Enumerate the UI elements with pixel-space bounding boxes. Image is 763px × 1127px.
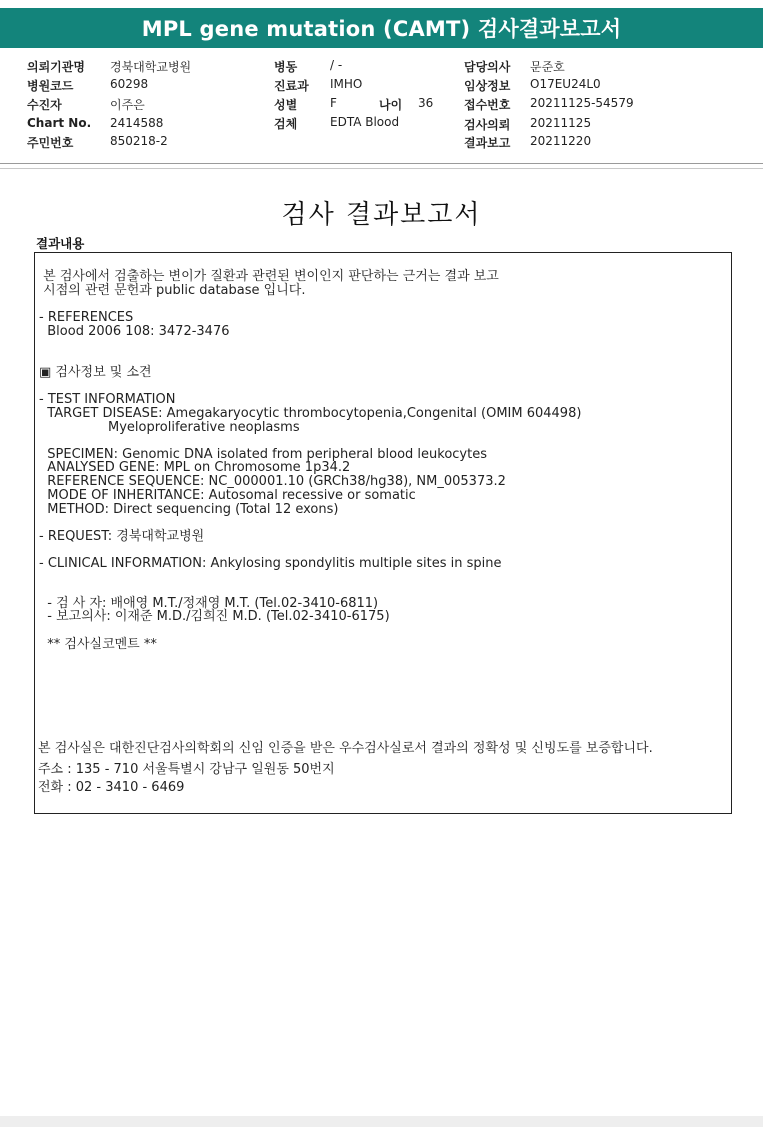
info-value-patient-name: 이주은 [110,98,145,112]
info-value-test-request-date: 20211125 [530,116,592,130]
results-content-box [34,252,732,814]
info-value-hospital-code: 60298 [110,77,149,91]
info-value-clinical-info: O17EU24L0 [530,77,601,91]
info-label-requesting-institution: 의뢰기관명 [27,60,85,74]
report-header-title: MPL gene mutation (CAMT) 검사결과보고서 [0,8,763,48]
content-line: METHOD: Direct sequencing (Total 12 exons) [39,502,339,517]
info-label-specimen: 검체 [274,117,298,131]
info-value-department: IMHO [330,77,363,91]
page-bottom-strip [0,1116,763,1127]
info-value-accession-number: 20211125-54579 [530,96,634,110]
info-label-patient-name: 수진자 [27,98,62,112]
info-label-resident-number: 주민번호 [27,136,74,150]
content-line: ▣ 검사정보 및 소견 [39,365,152,380]
info-label-accession-number: 접수번호 [464,98,511,112]
content-line: REFERENCE SEQUENCE: NC_000001.10 (GRCh38/hg38), NM_005373.2 [39,474,506,489]
info-label-chart-no: Chart No. [27,116,92,130]
info-value-report-date: 20211220 [530,134,592,148]
info-value-resident-number: 850218-2 [110,134,168,148]
document-title: 검사 결과보고서 [281,200,482,230]
info-label-ward: 병동 [274,60,298,74]
info-label-report-date: 결과보고 [464,136,511,150]
info-value-ward: / - [330,58,343,72]
content-line: - REQUEST: 경북대학교병원 [39,529,205,544]
info-value-age: 36 [418,96,434,110]
info-divider-bottom [0,168,763,169]
info-label-test-request-date: 검사의뢰 [464,118,511,132]
info-value-sex: F [330,96,337,110]
info-label-sex: 성별 [274,98,298,112]
content-line: - REFERENCES [39,310,134,325]
content-line: 시점의 관련 문헌과 public database 입니다. [39,283,306,298]
content-line: TARGET DISEASE: Amegakaryocytic thrombocytopenia,Congenital (OMIM 604498) [39,406,582,421]
content-line: - TEST INFORMATION [39,392,176,407]
info-value-requesting-institution: 경북대학교병원 [110,60,192,74]
section-label-results: 결과내용 [36,236,85,251]
content-line: ** 검사실코멘트 ** [39,637,157,652]
info-value-attending-physician: 문준호 [530,60,565,74]
info-value-chart-no: 2414588 [110,116,164,130]
content-line: 본 검사에서 검출하는 변이가 질환과 관련된 변이인지 판단하는 근거는 결과 보고 [39,269,499,284]
patient-info-panel [0,54,763,166]
content-line: - CLINICAL INFORMATION: Ankylosing spondylitis multiple sites in spine [39,556,502,571]
content-line: ANALYSED GENE: MPL on Chromosome 1p34.2 [39,460,351,475]
info-label-hospital-code: 병원코드 [27,79,74,93]
content-line: 주소 : 135 - 710 서울특별시 강남구 일원동 50번지 [38,762,335,777]
info-value-specimen: EDTA Blood [330,115,400,129]
content-line: Myeloproliferative neoplasms [108,420,300,435]
info-label-age: 나이 [379,98,403,112]
content-line: - 보고의사: 이재준 M.D./김희진 M.D. (Tel.02-3410-6175) [39,609,390,624]
info-label-attending-physician: 담당의사 [464,60,511,74]
content-line: 본 검사실은 대한진단검사의학회의 신임 인증을 받은 우수검사실로서 결과의 정확성 및 신빙도를 보증합니다. [38,741,653,756]
content-line: SPECIMEN: Genomic DNA isolated from peripheral blood leukocytes [39,447,487,462]
content-line: Blood 2006 108: 3472-3476 [39,324,230,339]
content-line: - 검 사 자: 배애영 M.T./정재영 M.T. (Tel.02-3410-6811) [39,596,379,611]
info-divider-top [0,163,763,164]
info-label-department: 진료과 [274,79,309,93]
content-line: 전화 : 02 - 3410 - 6469 [38,780,185,795]
content-line: MODE OF INHERITANCE: Autosomal recessive or somatic [39,488,416,503]
info-label-clinical-info: 임상정보 [464,79,511,93]
